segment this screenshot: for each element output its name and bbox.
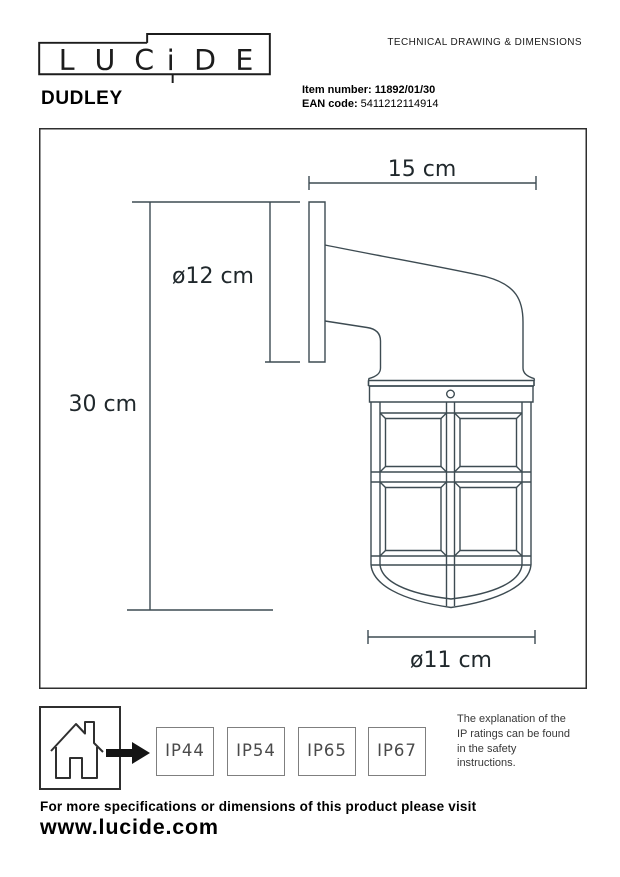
glass-panel	[460, 488, 517, 551]
footer-website: www.lucide.com	[40, 815, 219, 839]
lamp-outline	[309, 202, 535, 608]
panel-bevel	[380, 482, 447, 556]
logo-letter: L	[58, 43, 75, 77]
dim-line-12cm	[265, 202, 300, 362]
page-title: TECHNICAL DRAWING & DIMENSIONS	[387, 37, 582, 48]
collar-band	[369, 381, 535, 387]
arrow-shape	[106, 742, 150, 764]
ip-ratings-note	[457, 712, 589, 771]
collar	[369, 368, 535, 381]
ean-code-label: EAN code:	[302, 98, 358, 110]
ean-code-row	[302, 97, 439, 111]
dim-label-plate-diameter: ø12 cm	[172, 264, 254, 289]
lucide-logo-icon	[37, 33, 273, 86]
footer-text: For more specifications or dimensions of this product please visit	[40, 799, 477, 814]
logo-letter: D	[194, 43, 217, 77]
ip-rating-badge: IP67	[368, 727, 426, 776]
dim-label-shade-diameter: ø11 cm	[410, 648, 492, 673]
product-name: DUDLEY	[41, 88, 123, 109]
logo-letter: C	[134, 43, 155, 77]
panel-bevel	[380, 413, 447, 472]
glass-panel	[460, 419, 517, 467]
cage-dome	[371, 565, 531, 608]
panel-bevel	[455, 413, 523, 472]
logo-letter: i	[166, 43, 175, 77]
panel-bevel	[455, 482, 523, 556]
item-number-label: Item number:	[302, 84, 372, 96]
ip-note-line: The explanation of the	[457, 713, 566, 725]
item-number-value: 11892/01/30	[374, 84, 436, 96]
wall-plate	[309, 202, 325, 362]
lamp-arm	[325, 245, 523, 368]
glass-panel	[386, 419, 442, 467]
ip-note-line: IP ratings can be found	[457, 727, 570, 740]
ip-note-line: instructions.	[457, 757, 516, 770]
product-codes	[302, 83, 439, 111]
dim-label-total-height: 30 cm	[68, 392, 137, 417]
ip-note-line: in the safety	[457, 742, 517, 755]
ean-code-value: 5411212114914	[360, 98, 439, 110]
screw-icon	[447, 390, 455, 398]
arrow-right-icon	[106, 740, 151, 766]
dim-label-arm-length: 15 cm	[387, 157, 457, 182]
ip-rating-badge: IP65	[298, 727, 356, 776]
cage-frame	[371, 402, 531, 606]
ip-rating-badge: IP44	[156, 727, 214, 776]
logo-letter: U	[94, 43, 116, 77]
item-number-row	[302, 83, 439, 97]
dim-line-11cm	[368, 630, 535, 644]
technical-drawing	[39, 128, 587, 689]
glass-panel	[386, 488, 442, 551]
logo-letter: E	[235, 43, 254, 77]
ip-rating-badge: IP54	[227, 727, 285, 776]
lamp-housing	[370, 386, 534, 402]
